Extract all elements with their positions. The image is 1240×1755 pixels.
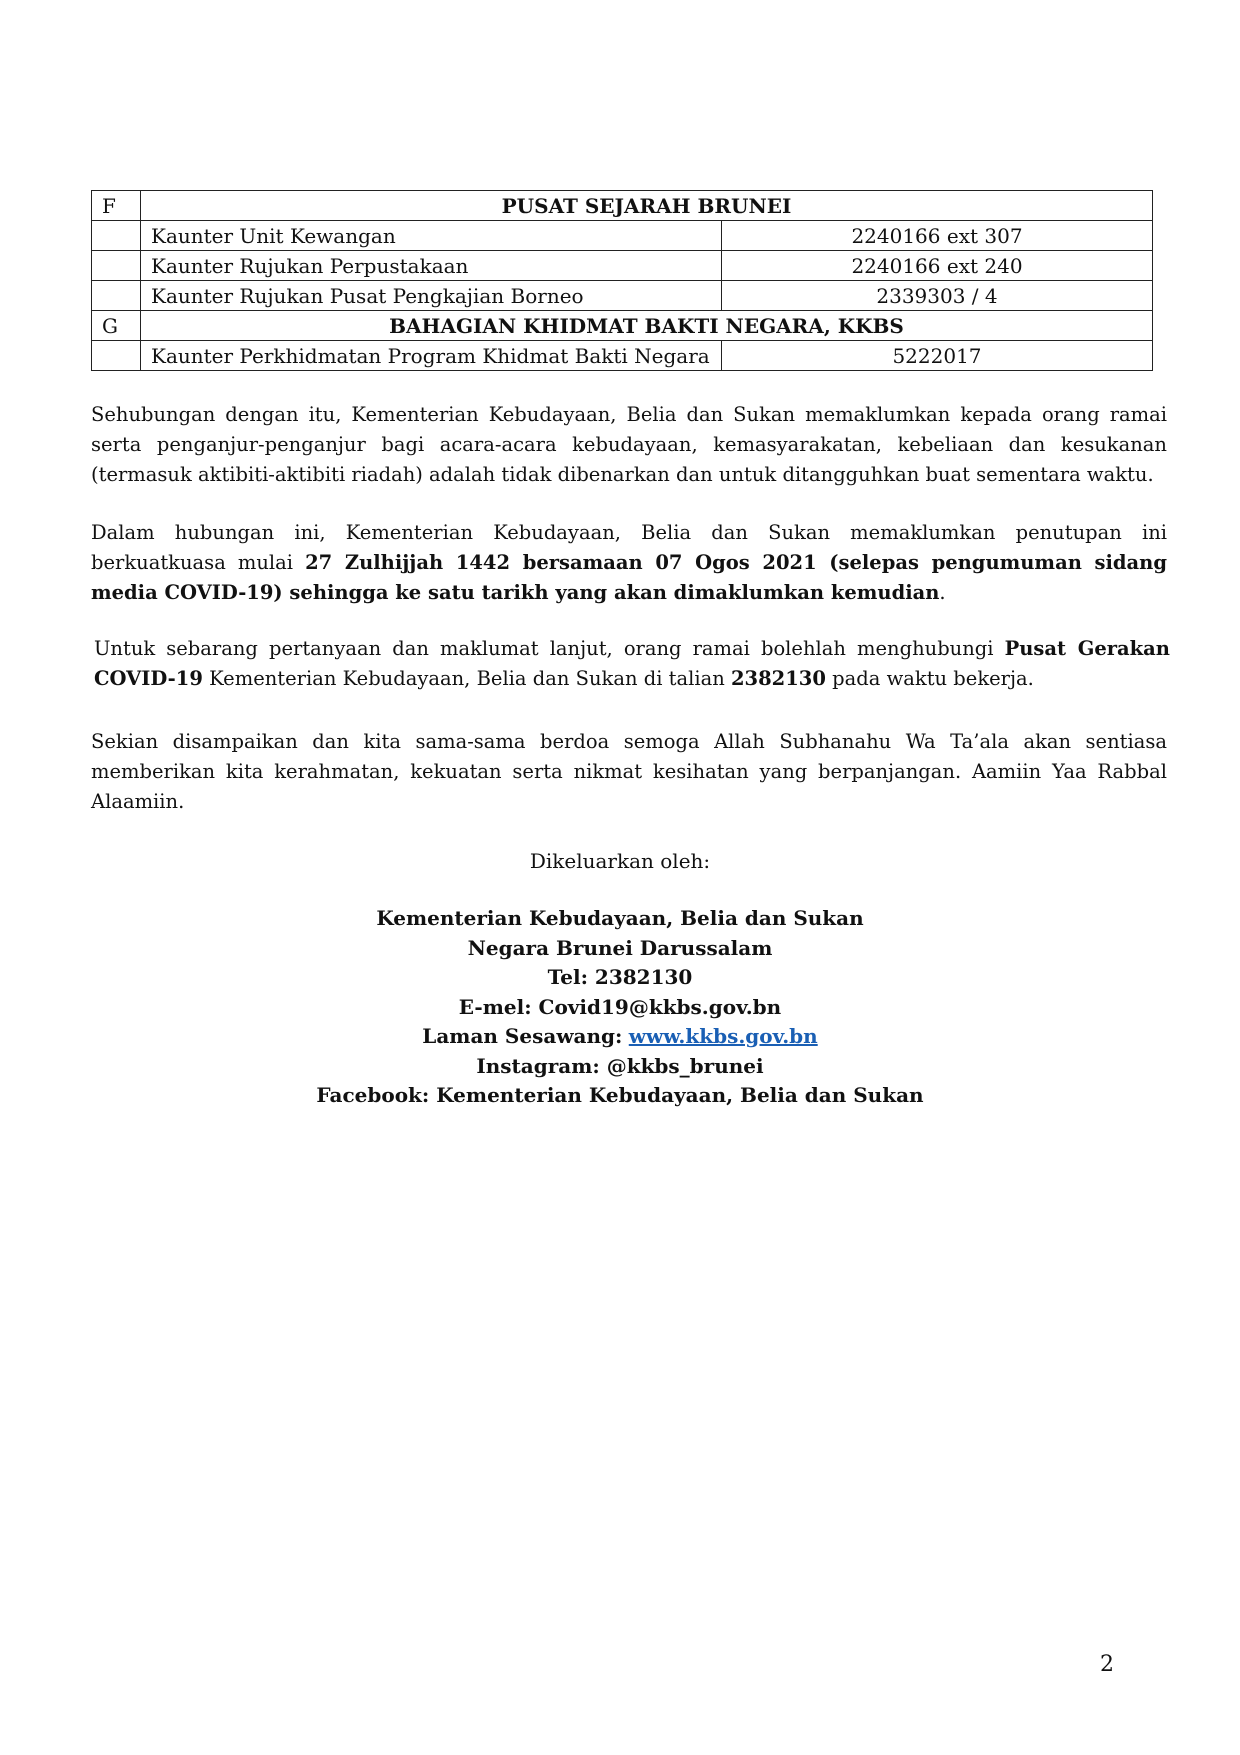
website-label: Laman Sesawang: — [422, 1024, 623, 1048]
ops-centre-bold: Pusat Gerakan COVID-19 — [94, 637, 1170, 690]
paragraph-closure-date — [91, 518, 1167, 608]
table-row — [92, 221, 1153, 251]
paragraph-text: Kementerian Kebudayaan, Belia dan Sukan di talian — [209, 667, 725, 690]
closure-date-bold: 27 Zulhijjah 1442 bersamaan 07 Ogos 2021 (selepas pengumuman sidang media COVID-19) sehingga ke satu tarikh yang akan dimaklumkan kemudian — [91, 551, 1167, 604]
paragraph-text: Untuk sebarang pertanyaan dan maklumat lanjut, orang ramai bolehlah menghubungi — [94, 637, 994, 660]
country-name: Negara Brunei Darussalam — [467, 935, 773, 960]
counter-number: 2240166 ext 307 — [722, 221, 1153, 251]
section-letter: G — [92, 311, 141, 341]
telephone: Tel: 2382130 — [547, 965, 693, 989]
empty-cell — [92, 221, 141, 251]
section-title: PUSAT SEJARAH BRUNEI — [141, 191, 1153, 221]
facebook: Facebook: Kementerian Kebudayaan, Belia dan Sukan — [316, 1083, 924, 1107]
counter-number: 5222017 — [722, 341, 1153, 371]
instagram: Instagram: @kkbs_brunei — [476, 1053, 764, 1078]
table-row — [92, 341, 1153, 371]
table-section-header — [92, 311, 1153, 341]
contact-table — [91, 190, 1153, 371]
paragraph-text: . — [939, 581, 946, 604]
issued-by: Dikeluarkan oleh: — [529, 849, 711, 873]
paragraph-text: Sekian disampaikan dan kita sama-sama berdoa semoga Allah Subhanahu Wa Ta’ala akan sentiasa memberikan kita kerahmatan, kekuatan serta nikmat kesihatan yang berpanjangan. Aamiin Yaa Rabbal Alaamiin. — [91, 730, 1167, 813]
signature-block — [0, 904, 1240, 1111]
phone-bold: 2382130 — [730, 667, 826, 690]
paragraph-text: Dalam hubungan ini, Kementerian Kebudayaan, Belia dan Sukan memaklumkan penutupan ini berkuatkuasa mulai — [91, 521, 1167, 574]
paragraph-activities-suspended — [91, 400, 1167, 490]
table-section-header — [92, 191, 1153, 221]
section-title: BAHAGIAN KHIDMAT BAKTI NEGARA, KKBS — [141, 311, 1153, 341]
table-row — [92, 281, 1153, 311]
paragraph-text: pada waktu bekerja. — [832, 667, 1034, 690]
page-number: 2 — [1100, 1652, 1114, 1677]
empty-cell — [92, 251, 141, 281]
empty-cell — [92, 341, 141, 371]
paragraph-contact-info — [94, 634, 1170, 694]
website-link[interactable]: www.kkbs.gov.bn — [628, 1024, 818, 1048]
counter-label: Kaunter Rujukan Perpustakaan — [141, 251, 722, 281]
email: E-mel: Covid19@kkbs.gov.bn — [458, 994, 782, 1019]
paragraph-closing-prayer — [91, 727, 1167, 817]
paragraph-text: Sehubungan dengan itu, Kementerian Kebudayaan, Belia dan Sukan memaklumkan kepada orang ramai serta penganjur-penganjur bagi acara-acara kebudayaan, kemasyarakatan, kebeliaan dan kesukanan (termasuk aktibiti-aktibiti riadah) adalah tidak dibenarkan dan untuk ditangguhkan buat sementara waktu. — [91, 403, 1167, 486]
counter-number: 2240166 ext 240 — [722, 251, 1153, 281]
counter-label: Kaunter Rujukan Pusat Pengkajian Borneo — [141, 281, 722, 311]
empty-cell — [92, 281, 141, 311]
counter-label: Kaunter Unit Kewangan — [141, 221, 722, 251]
table-row — [92, 251, 1153, 281]
ministry-name: Kementerian Kebudayaan, Belia dan Sukan — [376, 906, 864, 930]
section-letter: F — [92, 191, 141, 221]
counter-label: Kaunter Perkhidmatan Program Khidmat Bakti Negara — [141, 341, 722, 371]
counter-number: 2339303 / 4 — [722, 281, 1153, 311]
